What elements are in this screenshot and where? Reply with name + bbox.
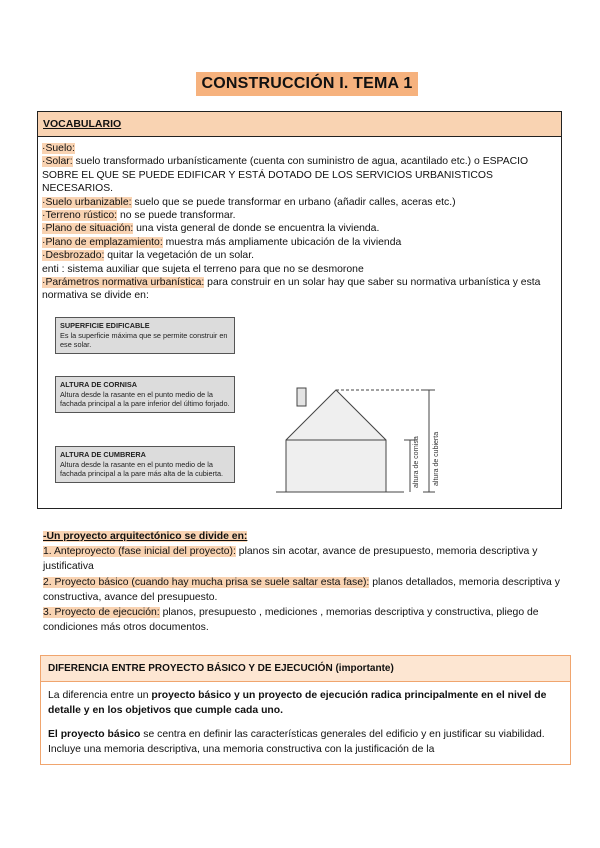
term: ·Solar: [42, 156, 73, 168]
difference-heading: DIFERENCIA ENTRE PROYECTO BÁSICO Y DE EJECUCIÓN (importante) [41, 656, 570, 682]
box-text: Altura desde la rasante en el punto medio de la fachada principal a la pare más alta de la cubierta. [60, 459, 224, 479]
box-text: Es la superficie máxima que se permite construir en ese solar. [60, 330, 228, 350]
term: ·Desbrozado: [42, 250, 105, 262]
page-title: CONSTRUCCIÓN I. TEMA 1 [196, 72, 418, 96]
list-item: ·Suelo urbanizable: suelo que se puede transformar en urbano (añadir calles, aceras etc.) [42, 196, 456, 208]
vocabulary-list [38, 137, 561, 303]
list-item: ·Plano de emplazamiento: muestra más ampliamente ubicación de la vivienda [42, 236, 402, 248]
term: ·Suelo: [42, 143, 75, 154]
box-title: SUPERFICIE EDIFICABLE [60, 321, 150, 330]
difference-section [40, 655, 571, 765]
term: 1. Anteproyecto (fase inicial del proyecto): [43, 546, 236, 558]
term: ·Terreno rústico: [42, 210, 118, 222]
ridge-height-label: altura de cubierta [433, 431, 440, 486]
list-item: ·Desbrozado: quitar la vegetación de un solar. [42, 250, 254, 262]
term: 2. Proyecto básico (cuando hay mucha prisa se suele saltar esta fase): [43, 576, 370, 588]
list-item [42, 142, 556, 155]
box-text: Altura desde la rasante en el punto medio de la fachada principal a la pare inferior del último forjado. [60, 389, 230, 409]
chimney [297, 388, 306, 406]
definition-box-superficie [55, 317, 235, 354]
list-item: 3. Proyecto de ejecución: planos, presupuesto , mediciones , memorias descriptiva y constructiva, pliego de condiciones más otros documentos. [43, 607, 539, 634]
list-item: enti : sistema auxiliar que sujeta el terreno para que no se desmorone [42, 263, 364, 275]
term: ·Suelo urbanizable: [42, 196, 132, 208]
term: ·Parámetros normativa urbanística: [42, 277, 205, 289]
project-phases-heading: -Un proyecto arquitectónico se divide en: [43, 531, 248, 542]
list-item: 2. Proyecto básico (cuando hay mucha prisa se suele saltar esta fase): planos detallados, memoria descriptiva y constructiva, avance del presupuesto. [43, 576, 560, 603]
paragraph: El proyecto básico se centra en definir las características generales del edificio y en justificar su viabilidad. Incluye una memoria descriptiva, una memoria constructiva con la justificación de la [48, 729, 545, 755]
cornice-height-label: altura de cornisa [413, 436, 420, 488]
project-phases-section [43, 529, 563, 635]
box-title: ALTURA DE CORNISA [60, 380, 138, 389]
box-title: ALTURA DE CUMBRERA [60, 450, 146, 459]
list-item: 1. Anteproyecto (fase inicial del proyecto): planos sin acotar, avance de presupuesto, memoria descriptiva y justificativa [43, 546, 538, 573]
definition-box-cornisa [55, 376, 235, 413]
term: ·Plano de emplazamiento: [42, 236, 163, 248]
list-item: ·Solar: suelo transformado urbanísticamente (cuenta con suministro de agua, acantilado etc.) o ESPACIO SOBRE EL QUE SE PUEDE EDIFICAR Y ESTÁ DOTADO DE LOS SERVICIOS URBANISTICOS NECESARIOS. [42, 156, 529, 195]
term: ·Plano de situación: [42, 223, 134, 235]
list-item: ·Terreno rústico: no se puede transformar. [42, 210, 236, 222]
vocabulary-section [37, 111, 562, 509]
definition-box-cumbrera [55, 446, 235, 483]
list-item: ·Plano de situación: una vista general de donde se encuentra la vivienda. [42, 223, 380, 235]
term: 3. Proyecto de ejecución: [43, 607, 160, 619]
house-height-diagram [276, 376, 456, 502]
list-item: ·Parámetros normativa urbanística: para construir en un solar hay que saber su normativa urbanística y esta normativa se divide en: [42, 277, 541, 302]
vocabulary-heading: VOCABULARIO [38, 112, 561, 137]
paragraph: La diferencia entre un proyecto básico y un proyecto de ejecución radica principalmente en el nivel de detalle y en los objetivos que cumple cada uno. [48, 690, 547, 716]
